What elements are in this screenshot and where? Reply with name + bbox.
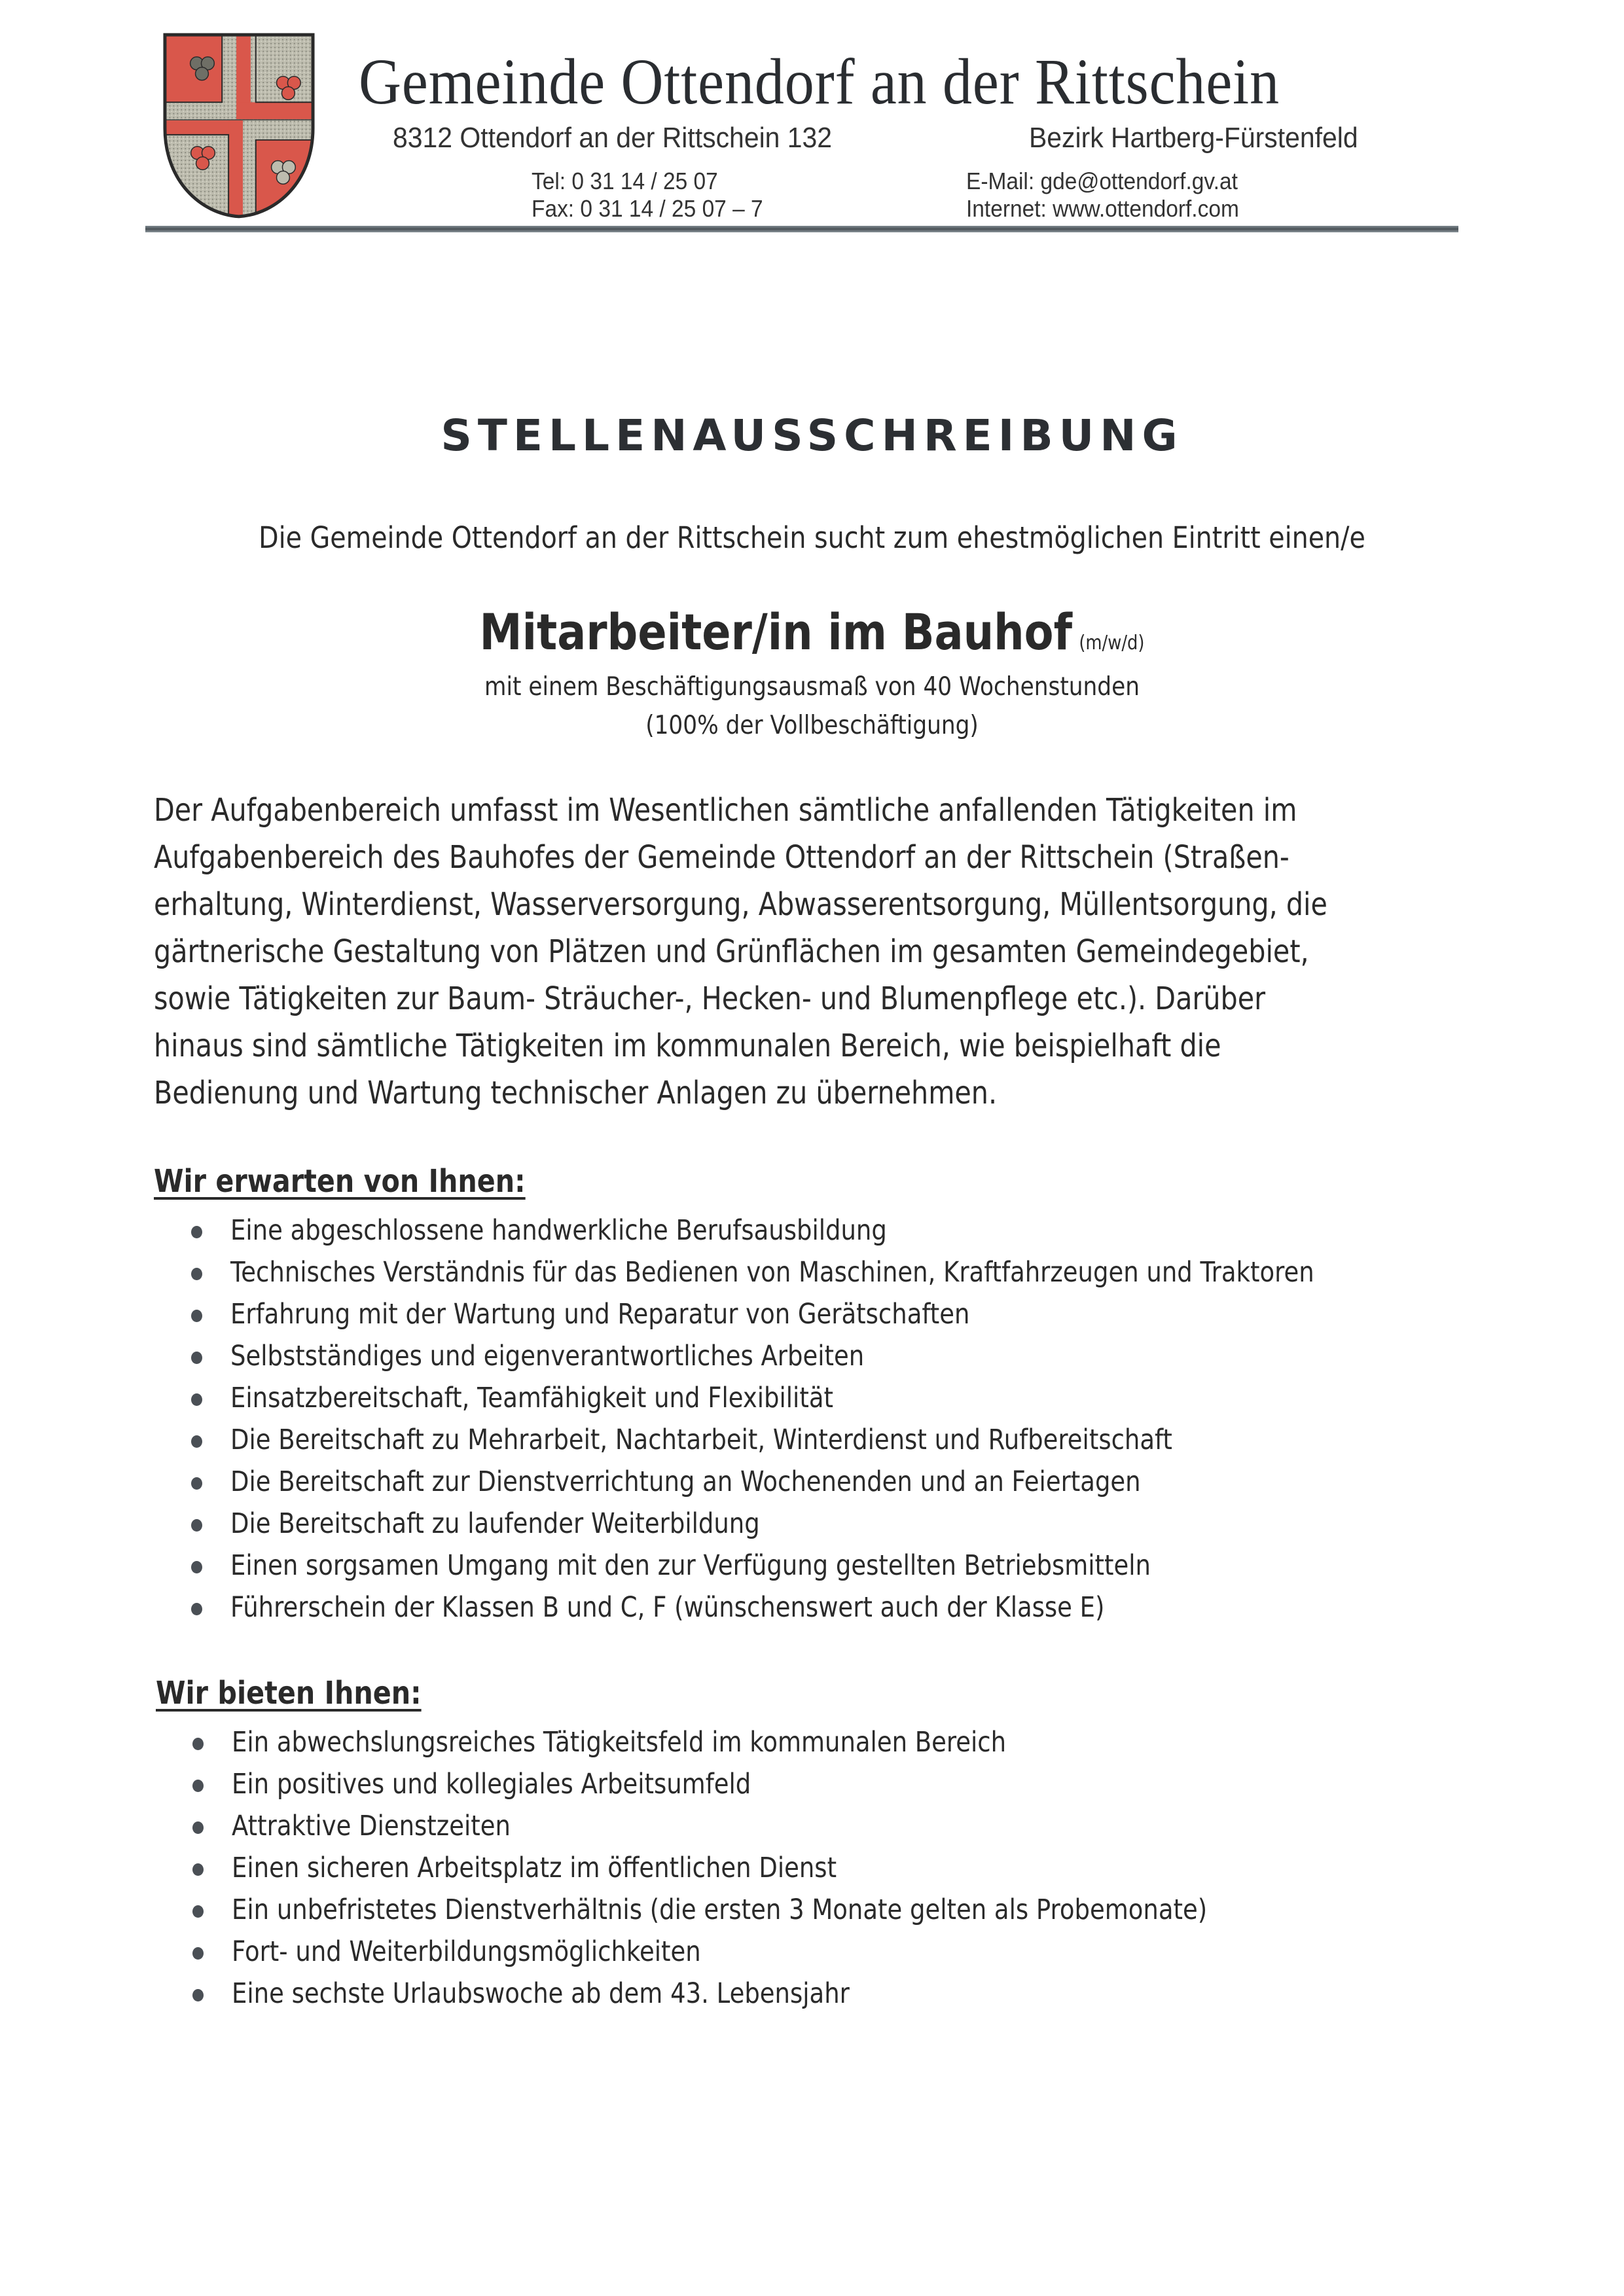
list-item-text: Ein positives und kollegiales Arbeitsumfeld: [232, 1768, 751, 1801]
bullet-icon: [191, 1561, 202, 1573]
description-line: gärtnerische Gestaltung von Plätzen und Grünflächen im gesamten Gemeindegebiet,: [154, 933, 1309, 970]
job-description: [154, 787, 1528, 1117]
offers-heading: Wir bieten Ihnen:: [156, 1675, 422, 1712]
bullet-icon: [191, 1268, 202, 1280]
gender-suffix: (m/w/d): [1079, 632, 1145, 655]
bullet-icon: [192, 1738, 204, 1750]
list-item-text: Ein unbefristetes Dienstverhältnis (die ersten 3 Monate gelten als Probemonate): [232, 1893, 1208, 1926]
list-item-text: Attraktive Dienstzeiten: [232, 1810, 511, 1842]
description-line: Aufgabenbereich des Bauhofes der Gemeinde Ottendorf an der Rittschein (Straßen-: [154, 839, 1290, 876]
bullet-icon: [192, 1780, 204, 1792]
list-item-text: Eine sechste Urlaubswoche ab dem 43. Lebensjahr: [232, 1977, 850, 2010]
list-item-text: Die Bereitschaft zu Mehrarbeit, Nachtarbeit, Winterdienst und Rufbereitschaft: [230, 1424, 1172, 1456]
list-item-text: Fort- und Weiterbildungsmöglichkeiten: [232, 1935, 701, 1968]
telephone: Tel: 0 31 14 / 25 07: [532, 168, 718, 194]
bullet-icon: [191, 1435, 202, 1448]
list-item-text: Die Bereitschaft zur Dienstverrichtung an Wochenenden und an Feiertagen: [230, 1465, 1141, 1498]
description-line: Der Aufgabenbereich umfasst im Wesentlichen sämtliche anfallenden Tätigkeiten im: [154, 792, 1297, 829]
website-link[interactable]: Internet: www.ottendorf.com: [966, 195, 1239, 222]
job-title-line: [114, 602, 1511, 673]
list-item-text: Technisches Verständnis für das Bedienen von Maschinen, Kraftfahrzeugen und Traktoren: [230, 1256, 1314, 1289]
description-line: erhaltung, Winterdienst, Wasserversorgung, Abwasserentsorgung, Müllentsorgung, die: [154, 886, 1327, 923]
list-item-text: Einsatzbereitschaft, Teamfähigkeit und Flexibilität: [230, 1382, 833, 1414]
list-item-text: Einen sicheren Arbeitsplatz im öffentlichen Dienst: [232, 1852, 837, 1884]
bullet-icon: [191, 1477, 202, 1490]
intro-text: Die Gemeinde Ottendorf an der Rittschein sucht zum ehestmöglichen Eintritt einen/e: [259, 520, 1365, 555]
bullet-icon: [191, 1603, 202, 1615]
municipality-name: Gemeinde Ottendorf an der Rittschein: [359, 45, 1280, 118]
bullet-icon: [191, 1226, 202, 1238]
fax: Fax: 0 31 14 / 25 07 – 7: [532, 195, 763, 222]
list-item-text: Einen sorgsamen Umgang mit den zur Verfügung gestellten Betriebsmitteln: [230, 1549, 1151, 1582]
description-line: sowie Tätigkeiten zur Baum- Sträucher-, Hecken- und Blumenpflege etc.). Darüber: [154, 980, 1266, 1017]
bullet-icon: [191, 1393, 202, 1406]
bullet-icon: [191, 1519, 202, 1532]
list-item-text: Ein abwechslungsreiches Tätigkeitsfeld im kommunalen Bereich: [232, 1726, 1007, 1759]
document-title: STELLENAUSSCHREIBUNG: [441, 410, 1183, 461]
email-link[interactable]: E-Mail: gde@ottendorf.gv.at: [966, 168, 1238, 194]
bullet-icon: [192, 1821, 204, 1834]
description-line: hinaus sind sämtliche Tätigkeiten im kommunalen Bereich, wie beispielhaft die: [154, 1028, 1221, 1064]
list-item-text: Führerschein der Klassen B und C, F (wünschenswert auch der Klasse E): [230, 1591, 1105, 1624]
list-item-text: Selbstständiges und eigenverantwortliches Arbeiten: [230, 1340, 865, 1372]
job-title: Mitarbeiter/in im Bauhof: [479, 603, 1073, 661]
requirements-heading: Wir erwarten von Ihnen:: [154, 1163, 526, 1200]
letterhead-divider: [145, 226, 1458, 232]
coat-of-arms-logo: [161, 30, 317, 220]
bullet-icon: [192, 1863, 204, 1876]
description-line: Bedienung und Wartung technischer Anlagen zu übernehmen.: [154, 1075, 998, 1111]
bullet-icon: [191, 1352, 202, 1364]
bullet-icon: [192, 1989, 204, 2001]
working-hours: mit einem Beschäftigungsausmaß von 40 Wochenstunden: [484, 672, 1140, 702]
bullet-icon: [191, 1310, 202, 1322]
bullet-icon: [192, 1905, 204, 1918]
bullet-icon: [192, 1947, 204, 1960]
employment-extent: (100% der Vollbeschäftigung): [645, 711, 979, 740]
list-item-text: Die Bereitschaft zu laufender Weiterbildung: [230, 1507, 760, 1540]
list-item-text: Erfahrung mit der Wartung und Reparatur von Gerätschaften: [230, 1298, 970, 1331]
postal-address: 8312 Ottendorf an der Rittschein 132: [393, 122, 833, 154]
district: Bezirk Hartberg-Fürstenfeld: [1029, 122, 1358, 154]
list-item-text: Eine abgeschlossene handwerkliche Berufsausbildung: [230, 1214, 887, 1247]
